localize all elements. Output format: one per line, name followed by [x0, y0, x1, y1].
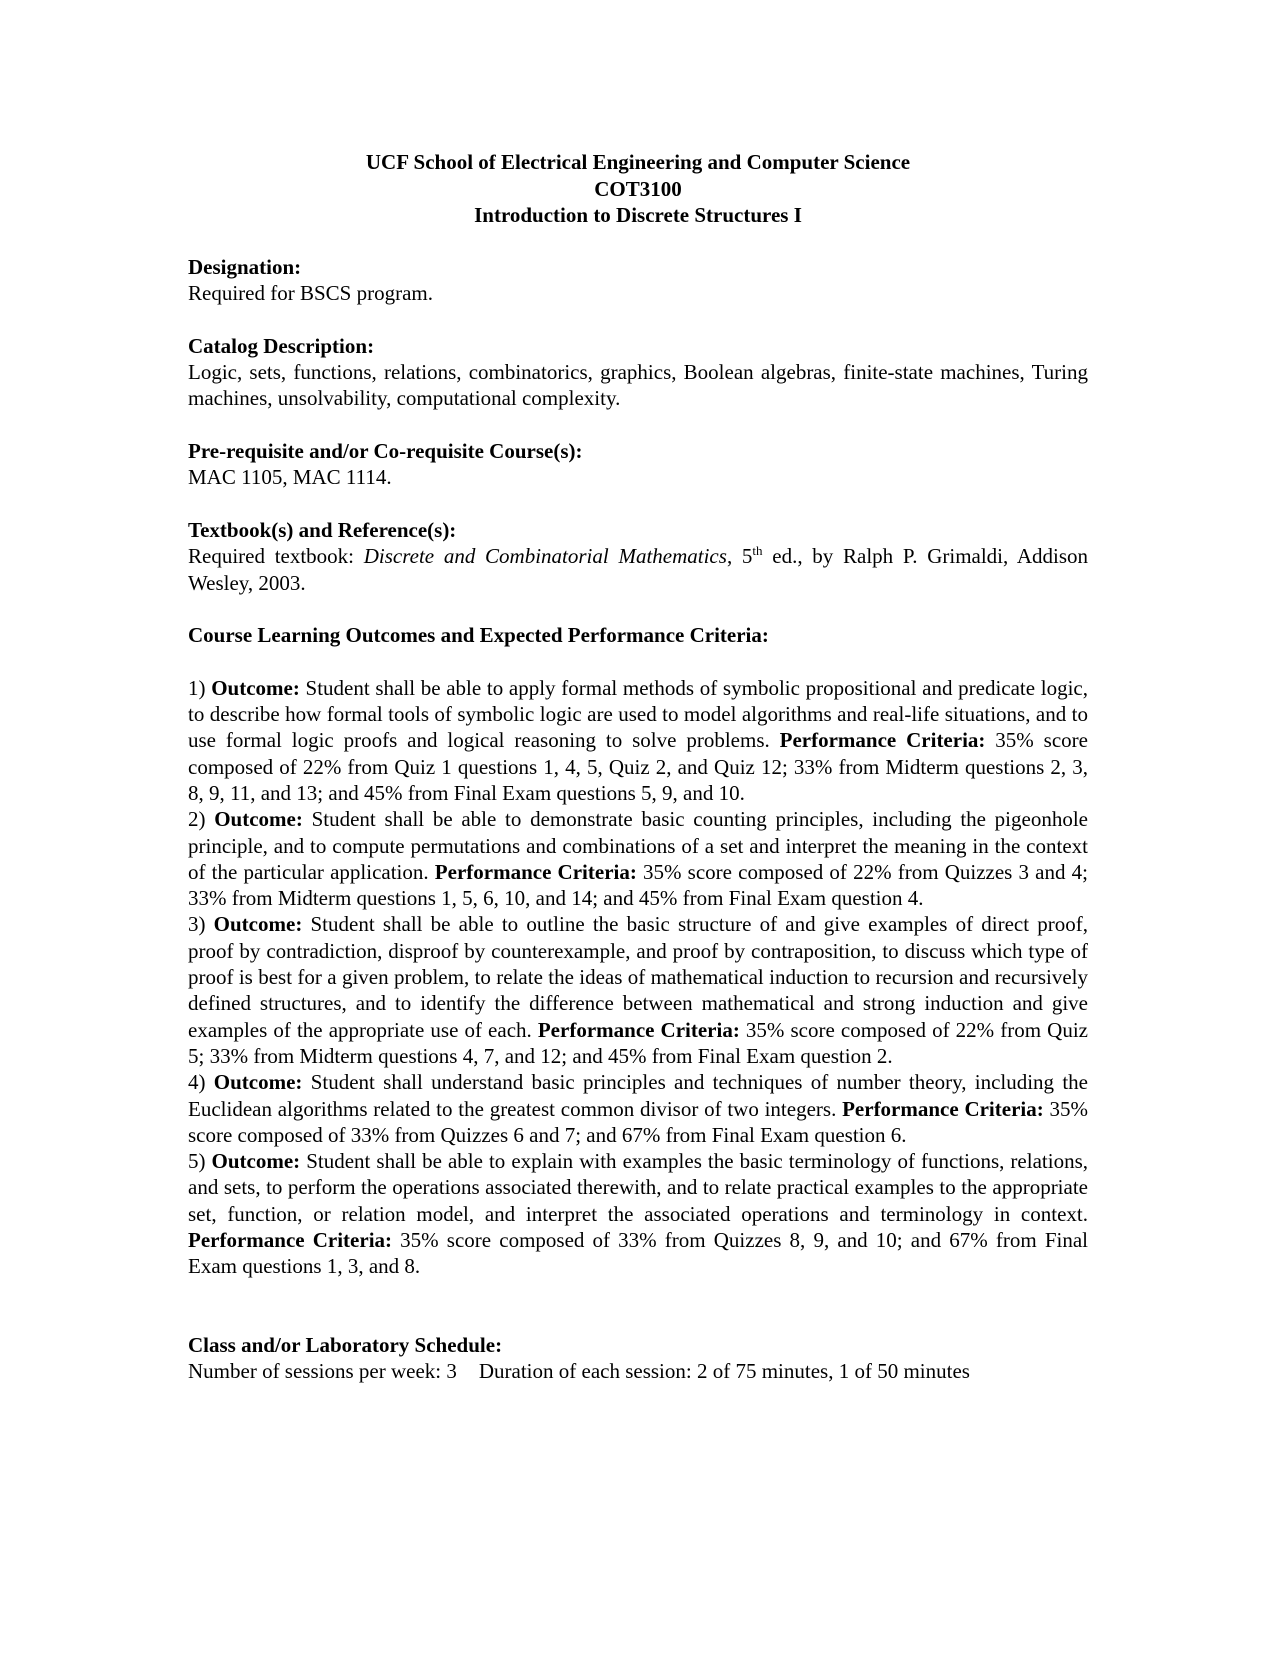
textbook-details: ed., by Ralph P. Grimaldi, Addison Wesley, 2003.: [188, 544, 1089, 595]
outcome-label: Outcome:: [213, 912, 303, 937]
criteria-text: 35% score composed of 22% from Quiz 5; 33% from Midterm questions 4, 7, and 12; and 45% from Final Exam question 2.: [188, 1017, 1088, 1068]
outcome-text: Student shall be able to demonstrate basic counting principles, including the pigeonhole principle, and to compute permutations and combinations of a set and interpret the meaning in the context of the particular application.: [188, 807, 1088, 884]
session-duration: Duration of each session: 2 of 75 minutes, 1 of 50 minutes: [478, 1358, 970, 1383]
outcome-label: Outcome:: [213, 1070, 303, 1095]
outcome-item-3: [188, 911, 1088, 1069]
outcome-text: Student shall be able to outline the basic structure of and give examples of direct proof, proof by contradiction, disproof by counterexample, and proof by contraposition, to discuss which type of proof is best for a given problem, to relate the ideas of mathematical induction to recursion and recursively defined structures, and to identify the difference between mathematical and strong induction and give examples of the appropriate use of each.: [188, 912, 1088, 1042]
document-header: [188, 149, 1088, 229]
textbook-edition-suffix: th: [752, 543, 763, 559]
prereq-heading: Pre-requisite and/or Co-requisite Course(s):: [188, 439, 583, 464]
outcome-text: Student shall understand basic principles and techniques of number theory, including the Euclidean algorithms related to the greatest common divisor of two integers.: [188, 1070, 1088, 1121]
school-name: UCF School of Electrical Engineering and Computer Science: [365, 150, 911, 174]
criteria-text: 35% score composed of 22% from Quizzes 3 and 4; 33% from Midterm questions 1, 5, 6, 10, and 14; and 45% from Final Exam question 4.: [188, 859, 1088, 911]
outcome-item-4: [188, 1069, 1088, 1148]
outcome-text: Student shall be able to explain with examples the basic terminology of functions, relations, and sets, to perform the operations associated therewith, and to relate practical examples to the appropriate set, function, or relation model, and interpret the associated operations and terminology in context.: [188, 1149, 1088, 1226]
criteria-text: 35% score composed of 33% from Quizzes 6 and 7; and 67% from Final Exam question 6.: [188, 1096, 1088, 1147]
outcomes-heading: Course Learning Outcomes and Expected Performance Criteria:: [188, 623, 769, 648]
textbook-text: [188, 543, 1088, 596]
outcome-number: 3): [188, 912, 214, 937]
sessions-per-week: Number of sessions per week: 3: [188, 1358, 457, 1383]
outcome-item-5: [188, 1148, 1088, 1279]
textbook-edition: , 5: [726, 544, 753, 569]
course-code: COT3100: [594, 176, 682, 201]
schedule-heading: Class and/or Laboratory Schedule:: [188, 1332, 503, 1357]
designation-heading: Designation:: [188, 255, 302, 279]
criteria-text: 35% score composed of 22% from Quiz 1 questions 1, 4, 5, Quiz 2, and Quiz 12; 33% from Midterm questions 2, 3, 8, 9, 11, and 13; and 45% from Final Exam questions 5, 9, and 10.: [188, 728, 1088, 805]
criteria-label: Performance Criteria:: [188, 1227, 393, 1252]
textbook-heading: Textbook(s) and Reference(s):: [188, 517, 457, 542]
criteria-text: 35% score composed of 33% from Quizzes 8, 9, and 10; and 67% from Final Exam questions 1, 3, and 8.: [188, 1227, 1088, 1279]
criteria-label: Performance Criteria:: [779, 728, 986, 753]
outcome-label: Outcome:: [214, 807, 303, 832]
outcome-label: Outcome:: [211, 1149, 301, 1174]
catalog-text: Logic, sets, functions, relations, combinatorics, graphics, Boolean algebras, finite-state machines, Turing machines, unsolvability, computational complexity.: [188, 360, 1088, 411]
criteria-label: Performance Criteria:: [434, 859, 637, 884]
catalog-heading: Catalog Description:: [188, 333, 375, 358]
prereq-text: MAC 1105, MAC 1114.: [188, 465, 392, 490]
outcome-item-2: [188, 806, 1088, 911]
outcome-number: 4): [188, 1070, 214, 1095]
outcome-label: Outcome:: [211, 675, 300, 700]
outcome-number: 5): [188, 1149, 212, 1174]
outcome-item-1: [188, 675, 1088, 806]
outcome-number: 2): [188, 807, 215, 832]
schedule-text: [188, 1358, 1088, 1384]
textbook-prefix: Required textbook:: [188, 544, 364, 569]
document-body: [188, 254, 1088, 1384]
outcome-text: Student shall be able to apply formal methods of symbolic propositional and predicate logic, to describe how formal tools of symbolic logic are used to model algorithms and real-life situations, and to use formal logic proofs and logical reasoning to solve problems.: [188, 675, 1088, 753]
outcome-number: 1): [188, 675, 212, 700]
textbook-title: Discrete and Combinatorial Mathematics: [363, 544, 727, 569]
criteria-label: Performance Criteria:: [842, 1096, 1044, 1121]
designation-text: Required for BSCS program.: [188, 281, 433, 306]
criteria-label: Performance Criteria:: [537, 1017, 740, 1042]
course-title: Introduction to Discrete Structures I: [474, 203, 802, 227]
